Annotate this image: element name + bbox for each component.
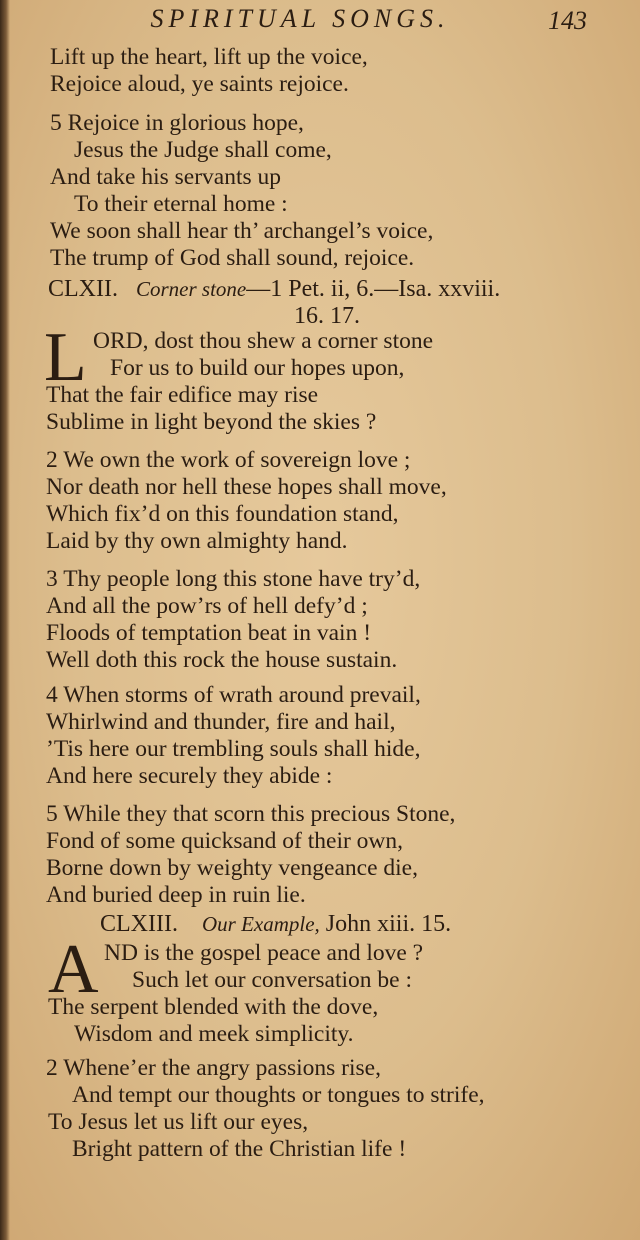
verse-line: Laid by thy own almighty hand. — [46, 528, 348, 554]
scripture-reference: —1 Pet. ii, 6.—Isa. xxviii. — [246, 276, 501, 302]
verse-line: Wisdom and meek simplicity. — [74, 1021, 354, 1047]
verse-line: Which fix’d on this foundation stand, — [46, 501, 399, 527]
hymn-heading — [48, 275, 500, 303]
drop-cap: A — [48, 931, 99, 1008]
verse-line: And take his servants up — [50, 164, 282, 190]
verse-line: 4 When storms of wrath around prevail, — [46, 682, 421, 708]
verse-line: Floods of temptation beat in vain ! — [46, 620, 372, 646]
page-edge-shadow — [0, 0, 10, 1240]
verse-line: Sublime in light beyond the skies ? — [46, 409, 377, 435]
hymn-heading — [100, 910, 451, 938]
verse-line: ORD, dost thou shew a corner stone — [93, 328, 434, 354]
page-number: 143 — [548, 6, 587, 35]
verse-line: 2 Whene’er the angry passions rise, — [46, 1055, 381, 1081]
scripture-reference-cont: 16. 17. — [294, 303, 360, 329]
verse-line: And here securely they abide : — [46, 763, 333, 789]
verse-line: That the fair edifice may rise — [46, 382, 319, 408]
verse-line: Fond of some quicksand of their own, — [46, 828, 404, 854]
verse-line: Such let our conversation be : — [132, 967, 412, 993]
verse-line: Whirlwind and thunder, fire and hail, — [46, 709, 396, 735]
verse-line: 3 Thy people long this stone have try’d, — [46, 566, 421, 592]
verse-line: For us to build our hopes upon, — [110, 355, 405, 381]
hymn-number: CLXII. — [48, 276, 118, 302]
verse-line: Borne down by weighty vengeance die, — [46, 855, 418, 881]
verse-line: Well doth this rock the house sustain. — [46, 647, 398, 673]
verse-line: Nor death nor hell these hopes shall move, — [46, 474, 447, 500]
hymn-subject: Corner stone — [135, 277, 247, 301]
verse-line: Lift up the heart, lift up the voice, — [50, 44, 368, 70]
verse-line: The serpent blended with the dove, — [48, 994, 379, 1020]
drop-cap: L — [44, 319, 87, 396]
verse-line: We soon shall hear th’ archangel’s voice, — [50, 218, 434, 244]
verse-line: 5 Rejoice in glorious hope, — [50, 110, 304, 136]
verse-line: And all the pow’rs of hell defy’d ; — [46, 593, 368, 619]
verse-line: Rejoice aloud, ye saints rejoice. — [50, 71, 349, 97]
verse-line: And buried deep in ruin lie. — [46, 882, 306, 908]
hymn-number: CLXIII. — [100, 911, 178, 937]
verse-line: 2 We own the work of sovereign love ; — [46, 447, 411, 473]
verse-line: 5 While they that scorn this precious Stone, — [46, 801, 456, 827]
verse-line: ’Tis here our trembling souls shall hide, — [46, 736, 421, 762]
verse-line: To their eternal home : — [74, 191, 288, 217]
verse-line: ND is the gospel peace and love ? — [104, 940, 424, 966]
verse-line: Jesus the Judge shall come, — [74, 137, 332, 163]
verse-line: To Jesus let us lift our eyes, — [48, 1109, 309, 1135]
scripture-reference: John xiii. 15. — [325, 911, 452, 937]
running-title: SPIRITUAL SONGS. — [150, 4, 450, 33]
hymn-subject: Our Example, — [201, 912, 320, 936]
verse-line: And tempt our thoughts or tongues to strife, — [72, 1082, 485, 1108]
verse-line: Bright pattern of the Christian life ! — [72, 1136, 407, 1162]
verse-line: The trump of God shall sound, rejoice. — [50, 245, 415, 271]
